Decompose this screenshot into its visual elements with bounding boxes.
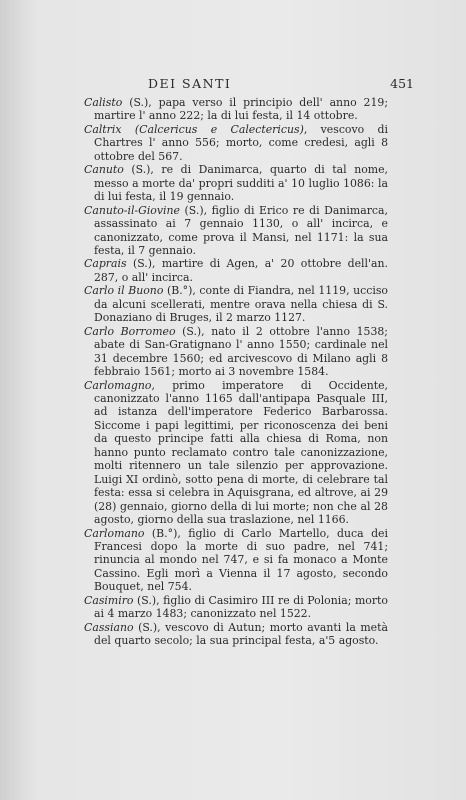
entry-text: (B.°), figlio di Carlo Martello, duca dei Francesi dopo la morte di suo padre, nel 741; rinuncia al mondo nel 747, e si fa monaco a Monte Cassino. Egli morì a Vienna il 17 agosto, secondo Bouquet, nel 754. [94, 526, 388, 594]
entry-caprais [84, 257, 388, 284]
entry-headword: Carlo Borromeo [84, 324, 176, 338]
entry-headword: Canuto-il-Giovine [84, 203, 180, 217]
entry-text: (S.), martire di Agen, a' 20 ottobre dell'an. 287, o all' incirca. [94, 257, 388, 284]
entry-text: (S.), figlio di Casimiro III re di Polonia; morto ai 4 marzo 1483; canonizzato nel 1522. [94, 593, 388, 621]
entry-headword: Caltrix (Calcericus e Calectericus) [84, 122, 304, 136]
entry-carlo-il-buono [84, 284, 388, 324]
entry-headword: Carlo il Buono [84, 284, 164, 298]
entry-text: (S.), re di Danimarca, quarto di tal nome, messo a morte da' propri sudditi a' 10 luglio 1086: la di lui festa, il 19 gennaio. [94, 163, 388, 204]
page-body [84, 96, 388, 648]
entry-carlomagno [84, 379, 388, 527]
entry-headword: Caprais [84, 257, 127, 271]
page-header [94, 76, 414, 92]
entry-text: (S.), papa verso il principio dell' anno 219; martire l' anno 222; la di lui festa, il 14 ottobre. [94, 96, 388, 123]
entry-canuto [84, 163, 388, 203]
page-number: 451 [390, 76, 414, 91]
entry-headword: Canuto [84, 163, 124, 177]
entry-text: , vescovo di Chartres l' anno 556; morto, come credesi, agli 8 ottobre del 567. [94, 122, 388, 163]
entry-calisto [84, 96, 388, 123]
entry-text: , primo imperatore di Occidente, canonizzato l'anno 1165 dall'antipapa Pasquale III, ad istanza dell'imperatore Federico Barbarossa. Siccome i papi legittimi, per riconoscenza dei beni da questo principe fatti alla chiesa di Roma, non hanno punto reclamato contro tale canonizzazione, molti ritennero un tale silenzio per approvazione. Luigi XI ordinò, sotto pena di morte, di celebrare tal festa: essa si celebra in Aquisgrana, ed altrove, ai 29 (28) gennaio, giorno della di lui morte; non che al 28 agosto, giorno della sua traslazione, nel 1166. [94, 378, 388, 527]
entry-carlo-borromeo [84, 325, 388, 379]
running-head: DEI SANTI [148, 76, 232, 91]
entry-carlomano [84, 527, 388, 594]
entry-cassiano [84, 621, 388, 648]
entry-canuto-il-giovine [84, 204, 388, 258]
entry-text: (S.), nato il 2 ottobre l'anno 1538; abate di San-Gratignano l' anno 1550; cardinale nel 31 decembre 1560; ed arcivescovo di Milano agli 8 febbraio 1561; morto ai 3 novembre 1584. [94, 324, 388, 379]
entry-headword: Carlomagno [84, 378, 152, 392]
entry-casimiro [84, 594, 388, 621]
entry-headword: Cassiano [84, 620, 134, 634]
entry-text: (B.°), conte di Fiandra, nel 1119, ucciso da alcuni scellerati, mentre orava nella chiesa di S. Donaziano di Bruges, il 2 marzo 1127. [94, 284, 388, 325]
entry-headword: Casimiro [84, 593, 134, 607]
entry-text: (S.), vescovo di Autun; morto avanti la metà del quarto secolo; la sua principal festa, a'5 agosto. [94, 620, 388, 648]
entry-text: (S.), figlio di Erico re di Danimarca, assassinato ai 7 gennaio 1130, o all' incirca, e canonizzato, come prova il Mansi, nel 1171: la sua festa, il 7 gennaio. [94, 203, 388, 257]
entry-headword: Calisto [84, 96, 123, 109]
entry-caltrix [84, 123, 388, 163]
entry-headword: Carlomano [84, 526, 145, 540]
